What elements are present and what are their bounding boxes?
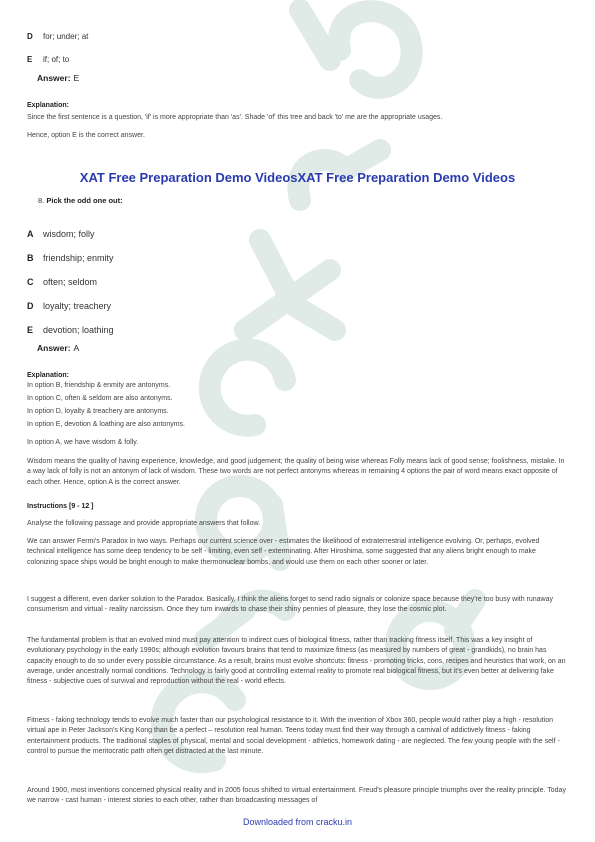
explanation-label: Explanation: — [27, 102, 70, 109]
answer-value: E — [73, 73, 80, 83]
question-title — [38, 196, 123, 205]
footer-download-link[interactable]: Downloaded from cracku.in — [242, 817, 353, 827]
option-letter: B — [27, 253, 34, 263]
option-text: often; seldom — [43, 277, 98, 287]
option-letter: D — [27, 301, 34, 311]
instructions-text: Analyse the following passage and provide appropriate answers that follow. — [27, 520, 261, 527]
explanation-label: Explanation: — [27, 372, 70, 379]
option-d[interactable] — [27, 32, 88, 41]
option-letter: E — [27, 55, 33, 64]
option-d[interactable] — [27, 301, 111, 311]
passage-paragraph: The fundamental problem is that an evolved mind must pay attention to indirect cues of biological fitness, rather than tracking fitness itself. This was a key insight of evolutionary psychology in the early 1990s; although evolution favours brains that tend to maximize fitness (as measured by numbers of great - grandkids), no brain has capacity enough to do so under every possible circumstance. As a result, brains must evolve shortcuts: fitness - promoting tricks, cons, recipes and heuristics that work, on an average, under ancestrally normal conditions. Technology is fairly good at controlling external reality to promote real biological fitness, but it's even better at delivering fake fitness - subjective cues of survival and reproduction without the real - world effects. — [27, 637, 566, 686]
option-b[interactable] — [27, 253, 114, 263]
option-letter: E — [27, 325, 34, 335]
question-prompt: Pick the odd one out: — [46, 196, 123, 205]
answer-value: A — [73, 343, 80, 353]
option-a[interactable] — [27, 229, 95, 239]
question-number: 8. — [38, 196, 45, 205]
answer-label: Answer: — [37, 343, 71, 353]
option-letter: A — [27, 229, 34, 239]
option-letter: C — [27, 277, 34, 287]
option-text: devotion; loathing — [43, 325, 114, 335]
option-text: if; of; to — [43, 55, 70, 64]
explanation-text: Since the first sentence is a question, 'if' is more appropriate than 'as'. Shade 'of' this tree and back 'to' me are the appropriate usages. — [27, 114, 443, 121]
instructions-label: Instructions [9 - 12 ] — [27, 503, 94, 510]
option-e[interactable] — [27, 325, 114, 335]
answer-line — [37, 73, 79, 83]
passage-paragraph: Fitness - faking technology tends to evolve much faster than our psychological resistance to it. With the invention of Xbox 360, people would rather play a high - resolution virtual ape in Peter Jackson's King Kong than be a perfect – resolution real human. Teens today must find their way through a carnival of addictively fitness - faking entertainment products. The traditional staples of physical, mental and social development - athletics, homework dating - are neglected. The few young people with the self - control to pursue the meritocratic path often get distracted at the last minute. — [27, 717, 560, 755]
promo-heading-link[interactable]: XAT Free Preparation Demo VideosXAT Free Preparation Demo Videos — [79, 170, 516, 185]
option-text: for; under; at — [43, 32, 89, 41]
explanation-line: In option C, often & seldom are also antonyms. — [27, 395, 173, 402]
option-c[interactable] — [27, 277, 97, 287]
answer-line — [37, 343, 79, 353]
option-text: friendship; enmity — [43, 253, 114, 263]
passage-paragraph: I suggest a different, even darker solution to the Paradox. Basically, I think the aliens forget to send radio signals or colonize space because they're too busy with runaway consumerism and virtual - reality narcissism. Once they turn inwards to chase their shiny pennies of pleasure, they lose the cosmic plot. — [27, 596, 553, 614]
option-text: wisdom; folly — [43, 229, 95, 239]
explanation-line: In option E, devotion & loathing are also antonyms. — [27, 421, 185, 428]
explanation-line: In option B, friendship & enmity are antonyms. — [27, 382, 171, 389]
explanation-text: Hence, option E is the correct answer. — [27, 132, 145, 139]
explanation-paragraph: Wisdom means the quality of having experience, knowledge, and good judgement; the quality of being wise whereas Folly means lack of good sense; foolishness, mistake. In a way lack of folly is not an antonym of lack of wisdom. These two words are not perfect antonyms whereas in remaining 4 options the pair of word means exact opposite of each other. Hence, option A is the correct answer. — [27, 458, 565, 486]
passage-paragraph: We can answer Fermi's Paradox in two ways. Perhaps our current science over - estimates the likelihood of extraterrestrial intelligence evolving. Or, perhaps, evolved technical intelligence has some deep tendency to be self - limiting, even self - exterminating. After Hiroshima, some suggested that any aliens bright enough to make colonizing space ships would be bright enough to make thermonuclear bombs, and would use them on each other sooner or later. — [27, 538, 540, 566]
passage-paragraph: Around 1900, most inventions concerned physical reality and in 2005 focus shifted to virtual entertainment. Freud's pleasure principle triumphs over the reality principle. Today we narrow - cast human - interest stories to each other, rather than broadcasting messages of — [27, 787, 566, 805]
explanation-line: In option D, loyalty & treachery are antonyms. — [27, 408, 169, 415]
answer-label: Answer: — [37, 73, 71, 83]
option-text: loyalty; treachery — [43, 301, 112, 311]
explanation-line: In option A, we have wisdom & folly. — [27, 439, 139, 446]
option-e[interactable] — [27, 55, 69, 64]
option-letter: D — [27, 32, 33, 41]
